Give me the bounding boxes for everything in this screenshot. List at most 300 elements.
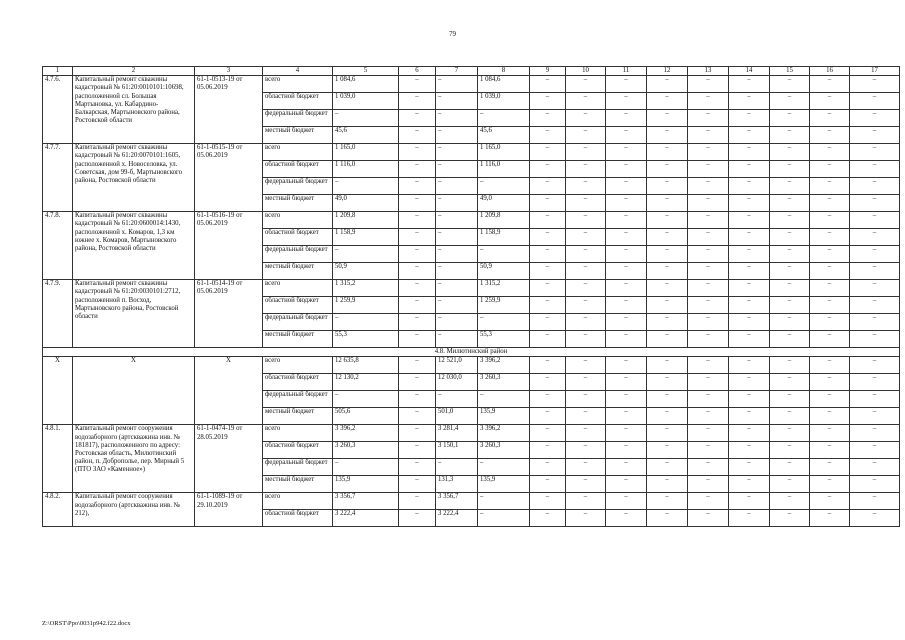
value-col13: –: [688, 93, 729, 110]
value-col9: –: [530, 493, 566, 510]
value-col8: 1 116,0: [478, 161, 530, 178]
value-total: 1 259,9: [333, 297, 399, 314]
value-col15: –: [770, 144, 810, 161]
value-col10: –: [566, 331, 606, 348]
value-col8: –: [478, 246, 530, 263]
value-col15: –: [770, 408, 810, 425]
value-total: 3 222,4: [333, 510, 399, 527]
value-total: 135,9: [333, 476, 399, 493]
funding-source: областной бюджет: [263, 297, 333, 314]
value-col8: 50,9: [478, 263, 530, 280]
value-total: 12 635,8: [333, 357, 399, 374]
value-col10: –: [566, 493, 606, 510]
value-col6: –: [399, 408, 436, 425]
registration-number: 61-1-0513-19 от 05.06.2019: [195, 76, 263, 144]
value-total: 1 158,9: [333, 229, 399, 246]
value-total: 505,6: [333, 408, 399, 425]
value-col10: –: [566, 195, 606, 212]
value-col10: –: [566, 357, 606, 374]
value-col13: –: [688, 280, 729, 297]
value-col17: –: [850, 331, 900, 348]
value-col12: –: [647, 93, 688, 110]
value-col9: –: [530, 76, 566, 93]
value-col12: –: [647, 127, 688, 144]
value-col10: –: [566, 297, 606, 314]
value-col9: –: [530, 510, 566, 527]
value-col17: –: [850, 93, 900, 110]
value-col11: –: [606, 510, 647, 527]
value-col6: –: [399, 391, 436, 408]
value-col12: –: [647, 246, 688, 263]
value-col16: –: [810, 297, 850, 314]
value-col8: 135,9: [478, 408, 530, 425]
value-col16: –: [810, 127, 850, 144]
value-col17: –: [850, 357, 900, 374]
value-col16: –: [810, 93, 850, 110]
funding-source: областной бюджет: [263, 229, 333, 246]
value-col16: –: [810, 229, 850, 246]
value-total: 1 315,2: [333, 280, 399, 297]
value-col7: 131,3: [436, 476, 478, 493]
value-total: 1 039,0: [333, 93, 399, 110]
funding-source: областной бюджет: [263, 93, 333, 110]
value-col6: –: [399, 76, 436, 93]
value-col8: –: [478, 314, 530, 331]
value-col14: –: [729, 425, 770, 442]
value-col16: –: [810, 263, 850, 280]
value-col8: 1 158,9: [478, 229, 530, 246]
funding-source: местный бюджет: [263, 476, 333, 493]
value-col16: –: [810, 391, 850, 408]
value-col8: 3 260,3: [478, 442, 530, 459]
value-col6: –: [399, 425, 436, 442]
value-total: 1 165,0: [333, 144, 399, 161]
value-total: –: [333, 314, 399, 331]
column-number: 1: [43, 67, 73, 76]
value-col15: –: [770, 246, 810, 263]
value-col13: –: [688, 314, 729, 331]
value-col10: –: [566, 314, 606, 331]
value-col11: –: [606, 263, 647, 280]
value-col17: –: [850, 212, 900, 229]
value-col12: –: [647, 76, 688, 93]
value-col7: –: [436, 297, 478, 314]
value-total: 1 084,6: [333, 76, 399, 93]
value-col11: –: [606, 144, 647, 161]
value-col12: –: [647, 510, 688, 527]
value-col6: –: [399, 459, 436, 476]
value-col17: –: [850, 297, 900, 314]
value-col12: –: [647, 442, 688, 459]
value-col15: –: [770, 263, 810, 280]
column-number: 14: [729, 67, 770, 76]
value-col10: –: [566, 93, 606, 110]
value-col13: –: [688, 425, 729, 442]
funding-source: федеральный бюджет: [263, 246, 333, 263]
value-col11: –: [606, 476, 647, 493]
item-number: X: [43, 357, 73, 425]
value-col9: –: [530, 178, 566, 195]
value-col10: –: [566, 144, 606, 161]
column-number: 13: [688, 67, 729, 76]
registration-number: 61-1-0515-19 от 05.06.2019: [195, 144, 263, 212]
value-col7: –: [436, 331, 478, 348]
value-col13: –: [688, 357, 729, 374]
value-col7: 501,0: [436, 408, 478, 425]
value-col9: –: [530, 314, 566, 331]
funding-source: всего: [263, 76, 333, 93]
funding-source: областной бюджет: [263, 161, 333, 178]
value-col15: –: [770, 425, 810, 442]
value-col17: –: [850, 178, 900, 195]
value-col12: –: [647, 314, 688, 331]
value-col8: 1 039,0: [478, 93, 530, 110]
value-col13: –: [688, 493, 729, 510]
value-col7: –: [436, 314, 478, 331]
value-col7: 12 521,0: [436, 357, 478, 374]
funding-source: федеральный бюджет: [263, 178, 333, 195]
value-col7: –: [436, 178, 478, 195]
value-col17: –: [850, 110, 900, 127]
value-col12: –: [647, 425, 688, 442]
value-col16: –: [810, 110, 850, 127]
value-col10: –: [566, 425, 606, 442]
value-col8: –: [478, 510, 530, 527]
value-total: 1 116,0: [333, 161, 399, 178]
value-col10: –: [566, 459, 606, 476]
value-col15: –: [770, 229, 810, 246]
value-col9: –: [530, 297, 566, 314]
value-col14: –: [729, 442, 770, 459]
value-col7: –: [436, 391, 478, 408]
value-col11: –: [606, 93, 647, 110]
value-total: –: [333, 459, 399, 476]
value-col6: –: [399, 374, 436, 391]
value-col11: –: [606, 391, 647, 408]
funding-source: местный бюджет: [263, 263, 333, 280]
value-col14: –: [729, 408, 770, 425]
value-col17: –: [850, 314, 900, 331]
value-col7: –: [436, 161, 478, 178]
value-col17: –: [850, 391, 900, 408]
value-col7: 12 030,0: [436, 374, 478, 391]
value-col6: –: [399, 297, 436, 314]
value-col8: 1 259,9: [478, 297, 530, 314]
value-col11: –: [606, 246, 647, 263]
value-col15: –: [770, 476, 810, 493]
value-col14: –: [729, 161, 770, 178]
value-col9: –: [530, 374, 566, 391]
item-description: X: [73, 357, 195, 425]
value-col6: –: [399, 93, 436, 110]
item-number: 4.7.9.: [43, 280, 73, 348]
value-col17: –: [850, 76, 900, 93]
value-col15: –: [770, 76, 810, 93]
column-number: 5: [333, 67, 399, 76]
value-col9: –: [530, 127, 566, 144]
value-col14: –: [729, 76, 770, 93]
value-col16: –: [810, 476, 850, 493]
funding-table: [42, 66, 900, 527]
value-col11: –: [606, 425, 647, 442]
column-number: 2: [73, 67, 195, 76]
value-col10: –: [566, 408, 606, 425]
value-col9: –: [530, 459, 566, 476]
value-col11: –: [606, 212, 647, 229]
value-col13: –: [688, 442, 729, 459]
item-number: 4.7.8.: [43, 212, 73, 280]
value-col16: –: [810, 408, 850, 425]
value-col12: –: [647, 459, 688, 476]
value-col17: –: [850, 195, 900, 212]
value-col17: –: [850, 280, 900, 297]
column-number: 12: [647, 67, 688, 76]
value-col9: –: [530, 246, 566, 263]
column-number: 17: [850, 67, 900, 76]
value-col7: –: [436, 280, 478, 297]
value-col16: –: [810, 314, 850, 331]
value-col7: 3 222,4: [436, 510, 478, 527]
value-col9: –: [530, 442, 566, 459]
value-col11: –: [606, 280, 647, 297]
value-col13: –: [688, 374, 729, 391]
value-col10: –: [566, 280, 606, 297]
value-col14: –: [729, 493, 770, 510]
value-col8: –: [478, 178, 530, 195]
value-total: –: [333, 391, 399, 408]
value-col13: –: [688, 459, 729, 476]
value-col10: –: [566, 110, 606, 127]
value-col14: –: [729, 314, 770, 331]
registration-number: 61-1-0514-19 от 05.06.2019: [195, 280, 263, 348]
value-col9: –: [530, 357, 566, 374]
funding-source: федеральный бюджет: [263, 110, 333, 127]
value-col13: –: [688, 76, 729, 93]
funding-source: областной бюджет: [263, 510, 333, 527]
value-col11: –: [606, 374, 647, 391]
value-col14: –: [729, 246, 770, 263]
value-col9: –: [530, 161, 566, 178]
table-row: [43, 357, 900, 374]
value-total: 1 209,8: [333, 212, 399, 229]
value-col7: –: [436, 110, 478, 127]
value-col6: –: [399, 212, 436, 229]
value-col9: –: [530, 212, 566, 229]
value-col13: –: [688, 297, 729, 314]
value-col12: –: [647, 331, 688, 348]
value-col12: –: [647, 374, 688, 391]
value-col12: –: [647, 357, 688, 374]
value-col13: –: [688, 510, 729, 527]
value-col15: –: [770, 357, 810, 374]
funding-source: федеральный бюджет: [263, 314, 333, 331]
value-col8: 49,0: [478, 195, 530, 212]
funding-source: всего: [263, 144, 333, 161]
value-col14: –: [729, 374, 770, 391]
value-col15: –: [770, 510, 810, 527]
value-col16: –: [810, 442, 850, 459]
value-col15: –: [770, 374, 810, 391]
funding-source: всего: [263, 280, 333, 297]
value-col8: –: [478, 391, 530, 408]
value-col14: –: [729, 510, 770, 527]
registration-number: 61-1-0516-19 от 05.06.2019: [195, 212, 263, 280]
value-total: 45,6: [333, 127, 399, 144]
value-col6: –: [399, 195, 436, 212]
table-row: [43, 144, 900, 161]
value-col11: –: [606, 110, 647, 127]
value-col14: –: [729, 331, 770, 348]
value-col8: 1 165,0: [478, 144, 530, 161]
column-number: 9: [530, 67, 566, 76]
value-col11: –: [606, 331, 647, 348]
value-col15: –: [770, 93, 810, 110]
column-number: 7: [436, 67, 478, 76]
value-col15: –: [770, 459, 810, 476]
value-total: 50,9: [333, 263, 399, 280]
value-col14: –: [729, 178, 770, 195]
value-col14: –: [729, 476, 770, 493]
value-col14: –: [729, 280, 770, 297]
value-col17: –: [850, 246, 900, 263]
value-col6: –: [399, 246, 436, 263]
value-total: –: [333, 110, 399, 127]
value-col7: –: [436, 459, 478, 476]
value-col6: –: [399, 493, 436, 510]
value-col14: –: [729, 459, 770, 476]
value-col15: –: [770, 195, 810, 212]
item-description: Капитальный ремонт скважины кадастровый № 61:20:0030101:2712, расположенной п. Восход, Мартыновского района, Ростовской области: [73, 280, 195, 348]
value-col17: –: [850, 425, 900, 442]
value-col14: –: [729, 195, 770, 212]
value-col12: –: [647, 476, 688, 493]
value-col6: –: [399, 331, 436, 348]
value-col9: –: [530, 195, 566, 212]
item-number: 4.7.7.: [43, 144, 73, 212]
value-col15: –: [770, 331, 810, 348]
value-col6: –: [399, 280, 436, 297]
item-description: Капитальный ремонт скважины кадастровый № 61:20:0600014:1430, расположенной х. Комаров, 1,3 км южнее х. Комаров, Мартыновского района, Ростовской области: [73, 212, 195, 280]
value-col10: –: [566, 178, 606, 195]
value-col12: –: [647, 212, 688, 229]
value-total: 3 356,7: [333, 493, 399, 510]
value-col16: –: [810, 510, 850, 527]
funding-source: местный бюджет: [263, 127, 333, 144]
value-total: –: [333, 246, 399, 263]
value-total: 49,0: [333, 195, 399, 212]
value-col12: –: [647, 297, 688, 314]
table-row: [43, 425, 900, 442]
value-col15: –: [770, 280, 810, 297]
value-col14: –: [729, 297, 770, 314]
value-col15: –: [770, 178, 810, 195]
value-col7: –: [436, 127, 478, 144]
value-col11: –: [606, 408, 647, 425]
value-col15: –: [770, 297, 810, 314]
value-col10: –: [566, 161, 606, 178]
value-col16: –: [810, 76, 850, 93]
value-col13: –: [688, 161, 729, 178]
funding-source: всего: [263, 493, 333, 510]
value-col14: –: [729, 144, 770, 161]
value-col12: –: [647, 493, 688, 510]
value-col9: –: [530, 229, 566, 246]
value-col10: –: [566, 263, 606, 280]
value-col16: –: [810, 246, 850, 263]
value-col16: –: [810, 280, 850, 297]
value-col9: –: [530, 93, 566, 110]
value-col14: –: [729, 391, 770, 408]
value-col10: –: [566, 127, 606, 144]
value-col15: –: [770, 314, 810, 331]
value-col13: –: [688, 246, 729, 263]
value-col11: –: [606, 161, 647, 178]
value-col9: –: [530, 476, 566, 493]
value-col12: –: [647, 229, 688, 246]
value-col17: –: [850, 476, 900, 493]
value-col8: –: [478, 110, 530, 127]
value-col14: –: [729, 229, 770, 246]
registration-number: 61-1-0474-19 от 28.05.2019: [195, 425, 263, 493]
value-col13: –: [688, 110, 729, 127]
value-col6: –: [399, 357, 436, 374]
table-row: [43, 76, 900, 93]
value-col6: –: [399, 178, 436, 195]
value-col16: –: [810, 212, 850, 229]
funding-source: областной бюджет: [263, 374, 333, 391]
value-total: 3 260,3: [333, 442, 399, 459]
value-total: 55,3: [333, 331, 399, 348]
value-col17: –: [850, 459, 900, 476]
value-col8: 45,6: [478, 127, 530, 144]
value-col15: –: [770, 212, 810, 229]
item-description: Капитальный ремонт скважины кадастровый № 61:20:0010101:10698, расположенной сл. Большая Мартыновка, ул. Кабардино-Балкарская, Мартыновского района, Ростовской области: [73, 76, 195, 144]
value-col11: –: [606, 493, 647, 510]
value-col17: –: [850, 263, 900, 280]
value-col10: –: [566, 212, 606, 229]
value-col7: –: [436, 93, 478, 110]
value-col6: –: [399, 110, 436, 127]
value-col7: –: [436, 144, 478, 161]
column-number: 3: [195, 67, 263, 76]
value-col10: –: [566, 442, 606, 459]
column-number: 16: [810, 67, 850, 76]
value-col15: –: [770, 110, 810, 127]
value-col8: 1 315,2: [478, 280, 530, 297]
value-col8: 135,9: [478, 476, 530, 493]
value-col11: –: [606, 76, 647, 93]
value-col8: 1 209,8: [478, 212, 530, 229]
value-col12: –: [647, 391, 688, 408]
value-col14: –: [729, 127, 770, 144]
value-total: 12 130,2: [333, 374, 399, 391]
table-row: [43, 212, 900, 229]
item-number: 4.8.2.: [43, 493, 73, 527]
value-total: –: [333, 178, 399, 195]
funding-source: федеральный бюджет: [263, 459, 333, 476]
value-col13: –: [688, 408, 729, 425]
value-col6: –: [399, 161, 436, 178]
value-col10: –: [566, 391, 606, 408]
funding-source: федеральный бюджет: [263, 391, 333, 408]
value-col12: –: [647, 280, 688, 297]
value-col7: –: [436, 76, 478, 93]
column-number: 11: [606, 67, 647, 76]
registration-number: X: [195, 357, 263, 425]
value-col12: –: [647, 161, 688, 178]
funding-source: местный бюджет: [263, 331, 333, 348]
value-col13: –: [688, 195, 729, 212]
